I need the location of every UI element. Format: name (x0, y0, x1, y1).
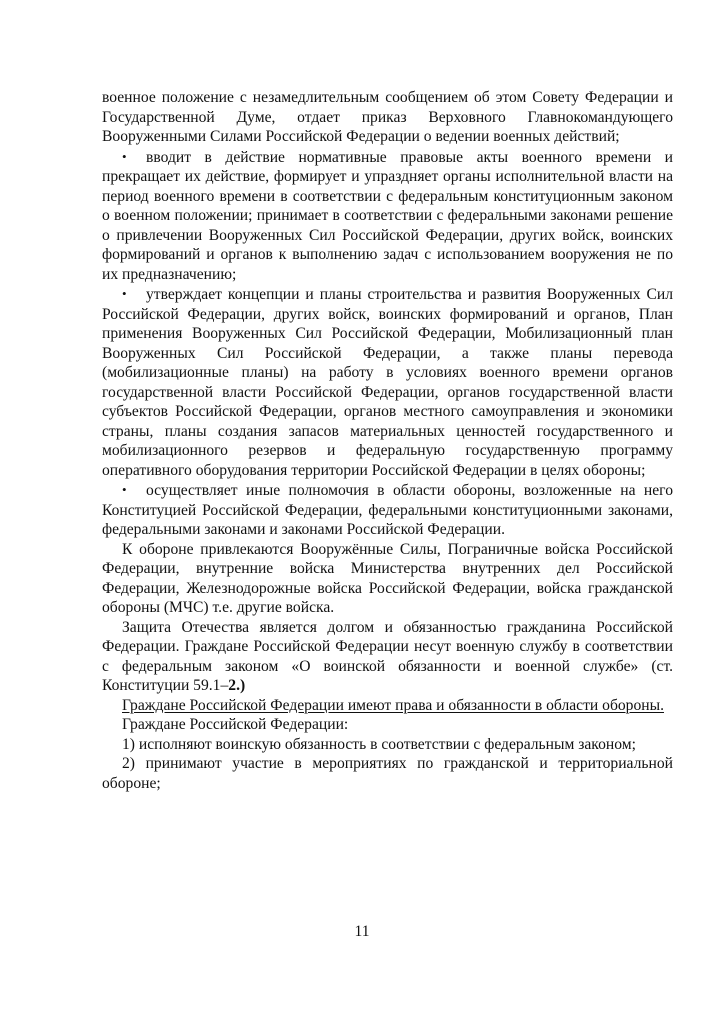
bullet-item (102, 147, 673, 285)
bullet-icon: • (122, 286, 127, 301)
paragraph-forces: К обороне привлекаются Вооружённые Силы, Пограничные войска Российской Федерации, внутренние войска Министерства внутренних дел Российской Федерации, Железнодорожные войска Российской Федерации, войска гражданской обороны (МЧС) т.е. другие войска. (102, 540, 673, 616)
paragraph-duty (102, 618, 673, 696)
bullet-icon: • (122, 482, 127, 497)
document-body (102, 88, 673, 793)
page-number: 11 (354, 923, 370, 940)
bullet-icon: • (122, 148, 127, 164)
duty-text: Защита Отечества является долгом и обязанностью гражданина Российской Федерации. Граждане Российской Федерации несут военную службу в соответствии с федеральным законом «О воинской обязанности и военной службе» (ст. Конституции 59.1– (102, 618, 673, 694)
duty-citation-tail: 2.) (228, 677, 246, 694)
bullet-item (102, 284, 673, 480)
citizens-intro: Граждане Российской Федерации: (122, 716, 349, 733)
list-item: 1) исполняют воинскую обязанность в соответствии с федеральным законом; (122, 735, 636, 753)
section-heading-text: Граждане Российской Федерации имеют права и обязанности в области обороны. (122, 696, 664, 714)
section-heading (102, 696, 673, 716)
bullet-text: утверждает концепции и планы строительства и развития Вооруженных Сил Российской Федерации, других войск, воинских формирований и органов, План применения Вооруженных Сил Российской Федерации, Мобилизационный план Вооруженных Сил Российской Федерации, а также планы перевода (мобилизационные планы) на работу в условиях военного времени органов государственной власти Российской Федерации, органов государственной власти субъектов Российской Федерации, органов местного самоуправления и экономики страны, планы создания запасов материальных ценностей государственного и мобилизационного резервов и федеральную государственную программу оперативного оборудования территории Российской Федерации в целях обороны; (102, 286, 673, 479)
paragraph-continuation: военное положение с незамедлительным сообщением об этом Совету Федерации и Государственной Думе, отдает приказ Верховного Главнокомандующего Вооруженными Силами Российской Федерации о ведении военных действий; (102, 89, 673, 145)
list-item: 2) принимают участие в мероприятиях по гражданской и территориальной обороне; (102, 755, 673, 792)
bullet-text: вводит в действие нормативные правовые акты военного времени и прекращает их действие, формирует и упраздняет органы исполнительной власти на период военного времени в соответствии с федеральным конституционным законом о военном положении; принимает в соответствии с федеральными законами решение о привлечении Вооруженных Сил Российской Федерации, других войск, воинских формирований и органов к выполнению задач с использованием вооружения не по их предназначению; (102, 148, 673, 283)
bullet-item (102, 480, 673, 540)
bullet-text: осуществляет иные полномочия в области обороны, возложенные на него Конституцией Российской Федерации, федеральными конституционными законами, федеральными законами и законами Российской Федерации. (102, 482, 673, 538)
